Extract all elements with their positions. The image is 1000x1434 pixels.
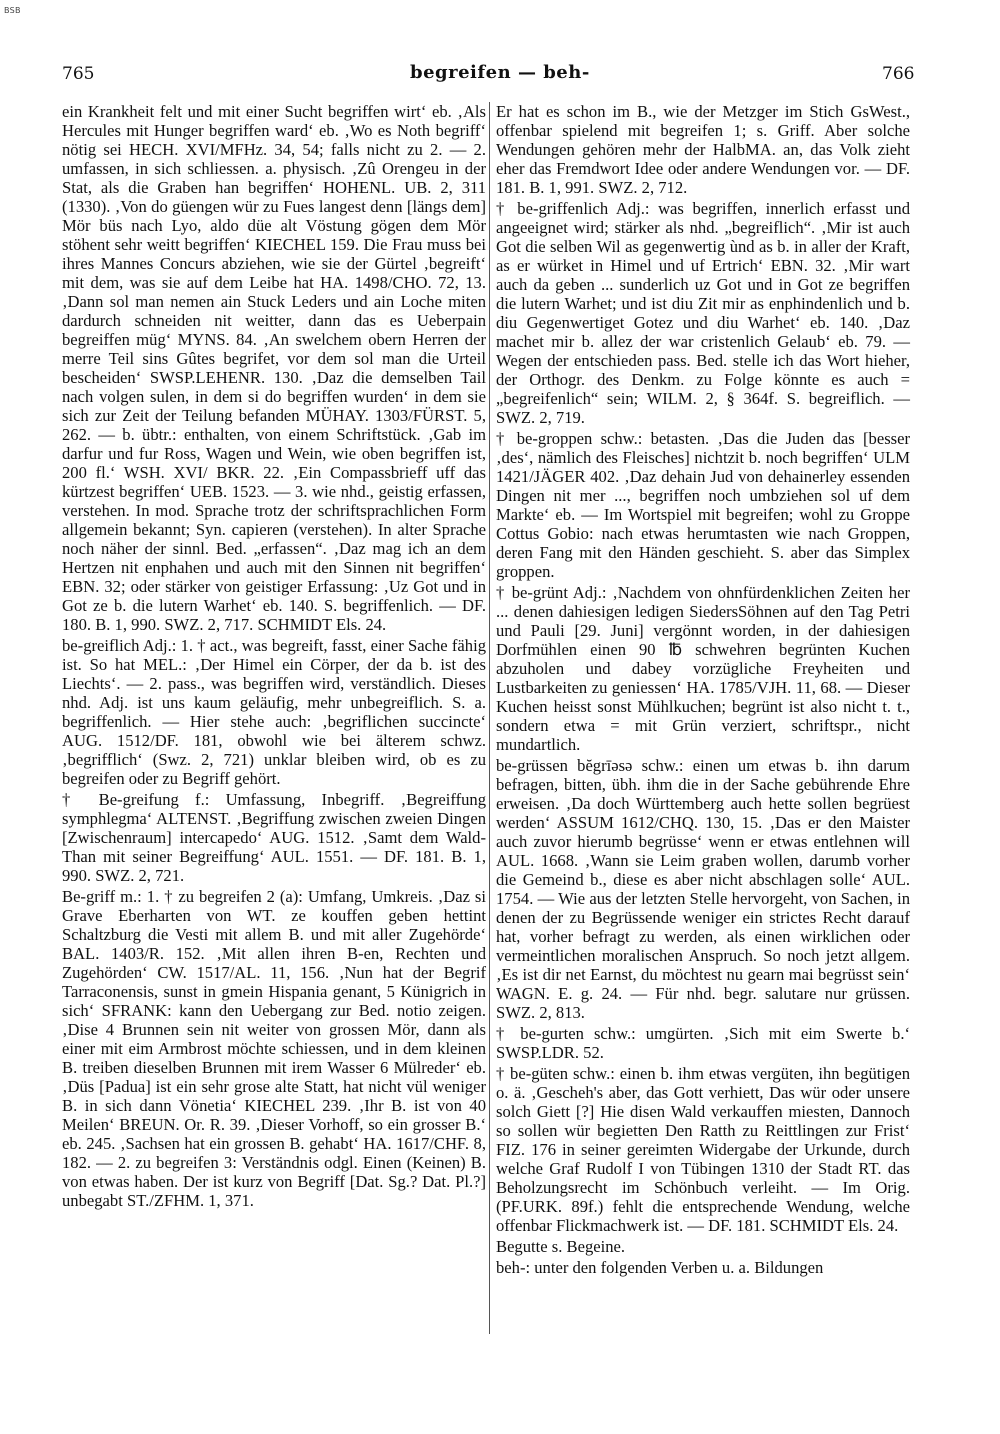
entry-begriffenlich: † be-griffenlich Adj.: was begriffen, innerlich erfasst und angeeignet wird; stärker als nhd. „begreiflich“. ‚Mir ist auch Got die selben Wil as gegenwertig ùnd as b. in aller der Kraft, as er würket in Himel und uf Ertrich‘ EBN. 32. ‚Mir wart auch da geben ... sunderlich uz Got und in Got ze begriffen die lutern Warhet; und ist diu Zit mir as enphindenlich und b. diu Gegenwertiget Gotez und diu Warhet‘ eb. 140. ‚Daz machet mir b. allez der war cristenlich Gelaub‘ eb. 79. — Wegen der entschieden pass. Bed. stelle ich das Wort hieher, der Orthogr. des Denkm. zu Folge könnte es auch = „begreifenlich“ sein; WILM. 2, § 364f. S. begreiflich. — SWZ. 2, 719. bbox=[496, 199, 910, 427]
entry-begurten: † be-gurten schw.: umgürten. ‚Sich mit eim Swerte b.‘ SWSP.LDR. 52. bbox=[496, 1024, 910, 1062]
entry-begriff-continued: Er hat es schon im B., wie der Metzger im Stich GsWest., offenbar spielend mit begreifen 1; s. Griff. Aber solche Wendungen gehören mehr der HalbMA. an, das Volk zieht eher das Fremdwort Idee oder andere Wendungen vor. — DF. 181. B. 1, 991. SWZ. 2, 712. bbox=[496, 102, 910, 197]
column-divider bbox=[489, 102, 490, 1334]
left-page-number: 765 bbox=[62, 64, 95, 84]
running-head: begreifen — beh- bbox=[410, 62, 590, 83]
entry-begreiflich: be-greiflich Adj.: 1. † act., was begreift, fasst, einer Sache fähig ist. So hat MEL.: ‚Der Himel ein Cörper, der da b. ist des Liechts‘. — 2. pass., was begriffen wird, verständlich. Dieses nhd. Adj. ist uns kaum geläufig, mehr unbegreiflich. S. a. begriffenlich. — Hier stehe auch: ‚begriflichen succincte‘ AUG. 1512/DF. 181, obwohl wie bei älterem schwz. ‚begrifflich‘ (Swz. 2, 721) unklar bleiben wird, ob es zu begreifen oder zu Begriff gehört. bbox=[62, 636, 486, 788]
entry-begruent: † be-grünt Adj.: ‚Nachdem von ohnfürdenklichen Zeiten her ... denen dahiesigen ledigen SiedersSöhnen auf den Tag Petri und Pauli [29. Juni] vergönnt worden, in der dahiesigen Dorfmühlen einen 90 ℔ schwehren begrünten Kuchen abzuholen und dabey vorzügliche Freyheiten und Lustbarkeiten zu geniessen‘ HA. 1785/VJH. 11, 68. — Dieser Kuchen heisst sonst Mühlkuchen; begrünt ist also nicht t. t., sondern etwa = mit Grün verziert, schriftspr., nicht mundartlich. bbox=[496, 583, 910, 754]
entry-begroppen: † be-groppen schw.: betasten. ‚Das die Juden das [besser ‚des‘, nämlich des Fleisches] nichtzit b. noch begriffen‘ ULM 1421/JÄGER 402. ‚Daz dehain Jud von dehainerley essenden Dingen nit mer ..., begriffen noch umbziehen sol uf dem Markte‘ eb. — Im Wortspiel mit begreifen; wohl zu Groppe Cottus Gobio: nach etwas herumtasten wie nach Groppen, deren Fang mit den Händen geschieht. S. aber das Simplex groppen. bbox=[496, 429, 910, 581]
left-column bbox=[62, 102, 486, 1210]
page-header bbox=[0, 60, 1000, 90]
right-page-number: 766 bbox=[882, 64, 915, 84]
entry-begutte: Begutte s. Begeine. bbox=[496, 1237, 626, 1256]
right-column bbox=[496, 102, 910, 1277]
entry-beguten: † be-güten schw.: einen b. ihm etwas vergüten, ihn begütigen o. ä. ‚Gescheh's aber, das Gott verhiett, Das wür oder unsere solch Giett [?] Hie disen Wald verkauffen miesten, Dannoch so sollen wür begietten Den Ratth zu Reittlingen zur Frist‘ FIZ. 176 in seiner gereimten Widergabe der Urkunde, durch welche Graf Rudolf I von Tübingen 1310 der Stadt RT. das Beholzungsrecht im Schönbuch verleiht. — Im Orig. (PF.URK. 89f.) fehlt die entsprechende Wendung, welche offenbar Flickmachwerk ist. — DF. 181. SCHMIDT Els. 24. bbox=[496, 1064, 910, 1235]
entry-beh: beh-: unter den folgenden Verben u. a. Bildungen bbox=[496, 1258, 824, 1277]
entry-begreifen-continued: ein Krankheit felt und mit einer Sucht begriffen wirt‘ eb. ‚Als Hercules mit Hunger begriffen ward‘ eb. ‚Wo es Noth begriff‘ nötig sei HECH. XVI/MFHz. 34, 54; falls nicht zu 2. — 2. umfassen, in sich schliessen. a. physisch. ‚Zû Orengeu in der Stat, als die Graben han begriffen‘ HOHENL. UB. 2, 311 (1330). ‚Von do güengen wür zu Fues langest denn [längs dem] Mör büs nach Lyo, aldo düe alt Vöstung gögen dem Mör stöhent sehr weitt begriffen‘ KIECHEL 159. Die Frau muss bei ihres Mannes Concurs abziehen, wie sie der Gürtel ‚begreift‘ mit dem, was sie auf dem Leibe hat HA. 1498/CHO. 72, 13. ‚Dann sol man nemen ain Stuck Leders und ain Loche miten dardurch schneiden nit weitter, dann das es Ueberpain begreiffen müg‘ MYNS. 84. ‚An swelchem obern Herren der merre Teil sins Gûtes begrifet, vor dem sol man die Urteil bescheiden‘ SWSP.LEHENR. 130. ‚Daz die demselben Tail nach volgen sulen, in dem si do begriffen wurden‘ in dem sie sich zur Zeit der Teilung befanden MÜHAY. 1303/FÜRST. 5, 262. — b. übtr.: enthalten, von einem Schriftstück. ‚Gab im darfur und fur Ross, Wagen und Wein, wie oben begriffen ist, 200 fl.‘ WSH. XVI/ BKR. 22. ‚Ein Compassbrieff uff das kürtzest begriffen‘ UEB. 1523. — 3. wie nhd., geistig erfassen, verstehen. In mod. Sprache trotz der schriftsprachlichen Form allgemein bekannt; Syn. capieren (verstehen). In alter Sprache noch näher der sinnl. Bed. „erfassen“. ‚Daz mag ich an dem Hertzen nit enphahen und auch mit den Sinnen nit begriffen‘ EBN. 32; oder stärker von geistiger Erfassung: ‚Uz Got und in Got ze b. die lutern Warhet‘ eb. 140. S. begriffenlich. — DF. 180. B. 1, 990. SWZ. 2, 717. SCHMIDT Els. 24. bbox=[62, 102, 486, 634]
entry-begruessen: be-grüssen bĕgrīəsə schw.: einen um etwas b. ihn darum befragen, bitten, übh. ihm die in der Sache gebührende Ehre erweisen. ‚Da doch Württemberg auch hette sollen begrüest werden‘ ASSUM 1612/CHQ. 130, 15. ‚Das er den Maister auch zuvor hierumb begrüsse‘ wenn er etwas entlehnen will AUL. 1668. ‚Wann sie Leim graben wollen, darumb vorher die Gemeind b., diese es aber nicht abschlagen solle‘ AUL. 1754. — Wie aus der letzten Stelle hervorgeht, von Sachen, in denen der zu Begrüssende weniger ein strictes Recht darauf hat, vorher befragt zu werden, als einen wirklichen oder vermeintlichen moralischen Anspruch. So noch jetzt allgem. ‚Es ist dir net Earnst, du möchtest nu gearn mai begrüsst sein‘ WAGN. E. g. 24. — Für nhd. begr. salutare nur grüssen. SWZ. 2, 813. bbox=[496, 756, 910, 1022]
entry-begreifung: † Be-greifung f.: Umfassung, Inbegriff. ‚Begreiffung symphlegma‘ ALTENST. ‚Begriffung zwischen zweien Dingen [Zwischenraum] intercapedo‘ AUG. 1512. ‚Samt dem Wald-Than mit seiner Begreiffung‘ AUL. 1551. — DF. 181. B. 1, 990. SWZ. 2, 721. bbox=[62, 790, 486, 885]
entry-begriff: Be-griff m.: 1. † zu begreifen 2 (a): Umfang, Umkreis. ‚Daz si Grave Eberharten von WT. ze kouffen geben hettint Schaltzburg die Vesti mit allem B. und mit aller Zugehörde‘ BAL. 1403/R. 152. ‚Mit allen ihren B-en, Rechten und Zugehörden‘ CW. 1517/AL. 11, 156. ‚Nun hat der Begrif Tarraconensis, sunst in gmein Hispania genant, 5 Künigrich in sich‘ SFRANK: kann den Uebergang zur Bed. notio zeigen. ‚Dise 4 Brunnen sein nit weiter von grossen Mör, dann als einer mit eim Armbrost möchte schiessen, und in dem kleinen B. treiben dieselben Brunnen mit irem Wasser 6 Mülreder‘ eb. ‚Düs [Padua] ist ein sehr grose alte Statt, hat nicht vül weniger B. in sich dann Vönetia‘ KIECHEL 239. ‚Ihr B. ist von 40 Meilen‘ BREUN. Or. R. 39. ‚Dieser Vorhoff, so ein grosser B.‘ eb. 245. ‚Sachsen hat ein grossen B. gehabt‘ HA. 1617/CHF. 8, 182. — 2. zu begreifen 3: Verständnis odgl. Einen (Keinen) B. von etwas haben. Der ist kurz von Begriff [Dat. Sg.? Dat. Pl.?] unbegabt ST./ZFHM. 1, 371. bbox=[62, 887, 486, 1210]
library-stamp: BSB bbox=[4, 6, 21, 15]
